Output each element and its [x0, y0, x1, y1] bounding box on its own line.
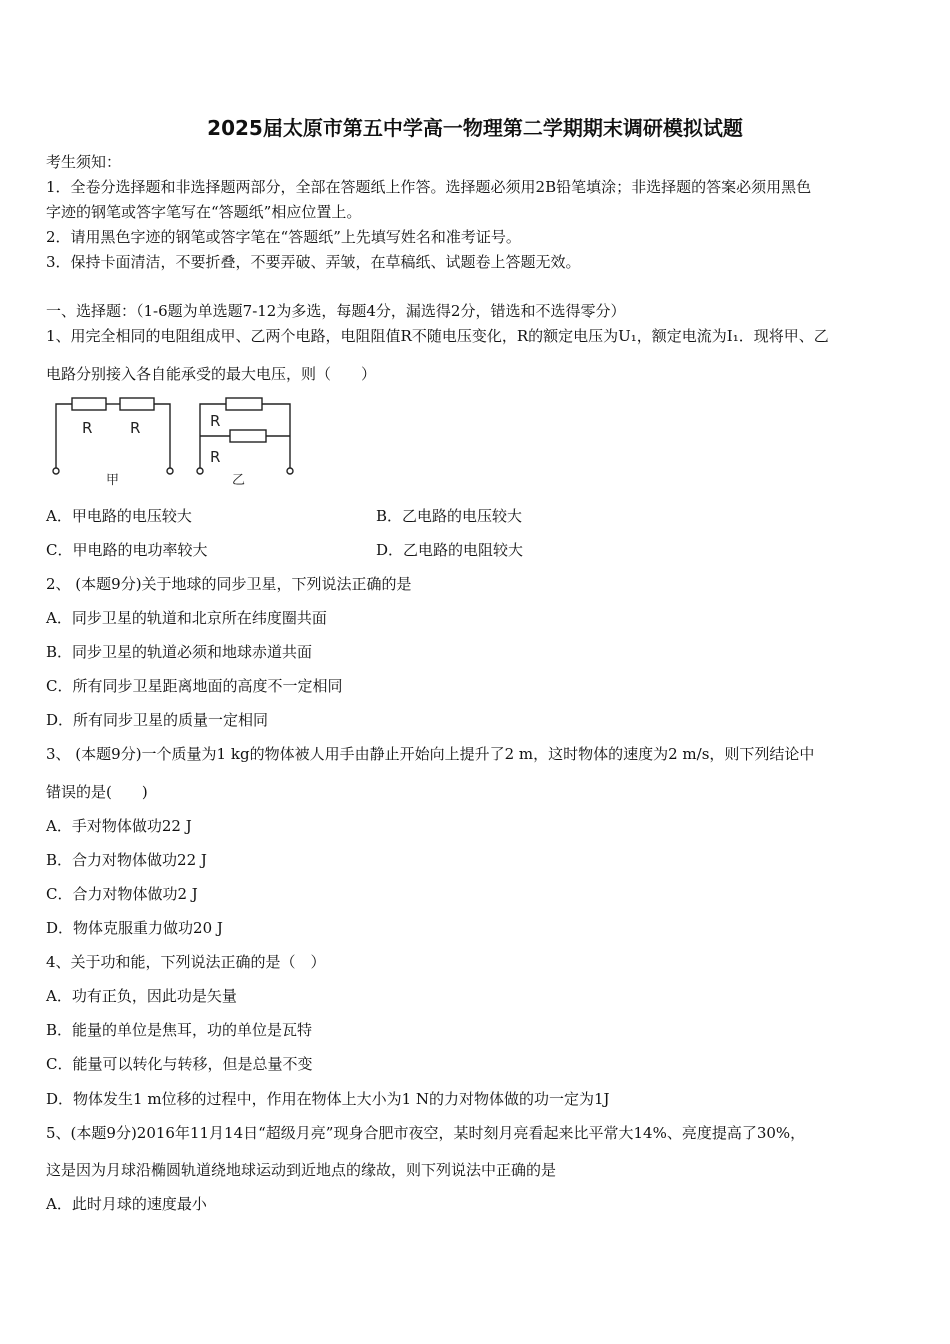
- q1-stem-cont: 电路分别接入各自能承受的最大电压，则（ ）: [46, 365, 377, 383]
- q1-stem: 1、用完全相同的电阻组成甲、乙两个电路，电阻阻值R不随电压变化，R的额定电压为U₁，额定电流为I₁．现将甲、乙: [46, 327, 829, 345]
- q4-option-a: A．功有正负，因此功是矢量: [46, 987, 237, 1005]
- q1-option-b: B．乙电路的电压较大: [376, 507, 523, 525]
- q2-option-a: A．同步卫星的轨道和北京所在纬度圈共面: [46, 609, 327, 627]
- q3-stem-cont: 错误的是( ): [46, 783, 148, 801]
- q1-fig-label-jia: 甲: [106, 473, 120, 488]
- notice-item: 1．全卷分选择题和非选择题两部分，全部在答题纸上作答。选择题必须用2B铅笔填涂；非选择题的答案必须用黑色: [46, 178, 812, 196]
- q1-fig-r-label: R: [210, 412, 221, 430]
- q3-stem: 3、 (本题9分)一个质量为1 kg的物体被人用手由静止开始向上提升了2 m，这时物体的速度为2 m/s，则下列结论中: [46, 745, 815, 763]
- q1-fig-label-yi: 乙: [232, 473, 246, 488]
- q1-fig-r-label: R: [82, 419, 93, 437]
- q1-option-c: C．甲电路的电功率较大: [46, 541, 208, 559]
- q3-option-a: A．手对物体做功22 J: [46, 817, 192, 835]
- q2-option-d: D．所有同步卫星的质量一定相同: [46, 711, 269, 729]
- q1-option-d: D．乙电路的电阻较大: [376, 541, 524, 559]
- q2-option-b: B．同步卫星的轨道必须和地球赤道共面: [46, 643, 313, 661]
- page-title: 2025届太原市第五中学高一物理第二学期期末调研模拟试题: [207, 116, 743, 140]
- q5-stem: 5、(本题9分)2016年11月14日“超级月亮”现身合肥市夜空，某时刻月亮看起来比平常大14%、亮度提高了30%，: [46, 1124, 806, 1142]
- notice-item: 3．保持卡面清洁，不要折叠，不要弄破、弄皱，在草稿纸、试题卷上答题无效。: [46, 253, 581, 271]
- notice-item: 字迹的钢笔或答字笔写在“答题纸”相应位置上。: [46, 203, 362, 221]
- q5-option-a: A．此时月球的速度最小: [46, 1195, 207, 1213]
- notice-item: 2．请用黑色字迹的钢笔或答字笔在“答题纸”上先填写姓名和准考证号。: [46, 228, 521, 246]
- q1-option-a: A．甲电路的电压较大: [46, 507, 192, 525]
- q4-option-d: D．物体发生1 m位移的过程中，作用在物体上大小为1 N的力对物体做的功一定为1J: [46, 1090, 610, 1108]
- section-heading: 一、选择题：（1-6题为单选题7-12为多选，每题4分，漏选得2分，错选和不选得零分）: [46, 302, 626, 320]
- q5-stem-cont: 这是因为月球沿椭圆轨道绕地球运动到近地点的缘故，则下列说法中正确的是: [46, 1161, 557, 1179]
- q1-fig-r-label: R: [130, 419, 141, 437]
- q4-option-b: B．能量的单位是焦耳，功的单位是瓦特: [46, 1021, 313, 1039]
- notice-heading: 考生须知：: [46, 153, 122, 171]
- q3-option-d: D．物体克服重力做功20 J: [46, 919, 223, 937]
- q2-option-c: C．所有同步卫星距离地面的高度不一定相同: [46, 677, 343, 695]
- q3-option-b: B．合力对物体做功22 J: [46, 851, 207, 869]
- q2-stem: 2、 (本题9分)关于地球的同步卫星，下列说法正确的是: [46, 575, 412, 593]
- q1-circuit-figure: [44, 390, 304, 490]
- q3-option-c: C．合力对物体做功2 J: [46, 885, 198, 903]
- q1-fig-r-label: R: [210, 448, 221, 466]
- q4-stem: 4、关于功和能，下列说法正确的是（ ）: [46, 953, 326, 971]
- q4-option-c: C．能量可以转化与转移，但是总量不变: [46, 1055, 313, 1073]
